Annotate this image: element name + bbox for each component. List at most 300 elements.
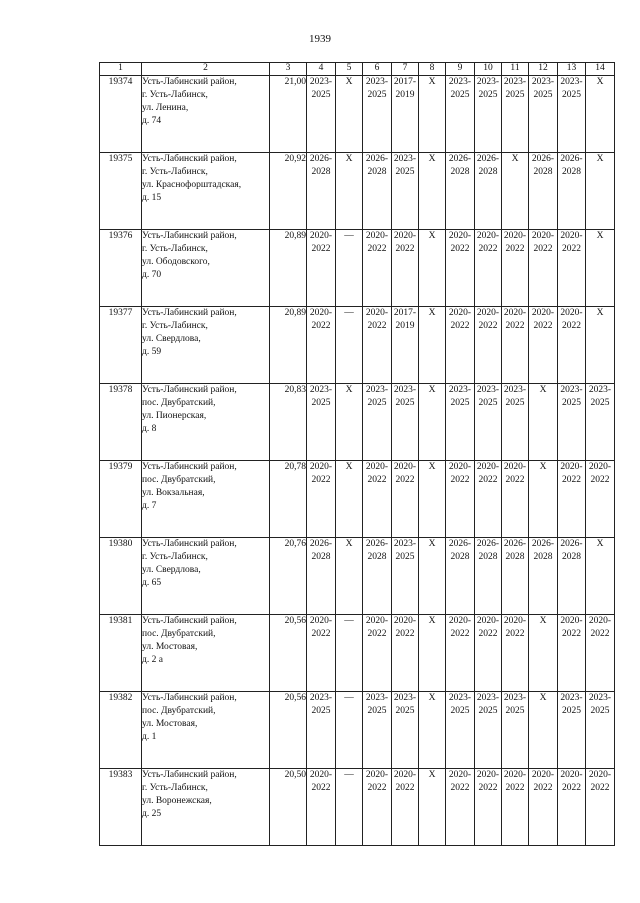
address-cell — [142, 76, 270, 153]
period-cell — [502, 230, 529, 307]
table-row — [100, 692, 615, 769]
period-line: 2028 — [311, 167, 331, 177]
mark-cell: X — [336, 153, 363, 230]
address-cell — [142, 615, 270, 692]
period-line: 2025 — [311, 706, 331, 716]
period-cell — [529, 769, 558, 846]
period-line: 2025 — [367, 90, 387, 100]
period-line: 2028 — [450, 552, 470, 562]
period-line: 2022 — [505, 321, 525, 331]
address-cell — [142, 692, 270, 769]
address-line: д. 59 — [142, 347, 162, 357]
period-line: 2020- — [393, 462, 417, 472]
address-line: д. 74 — [142, 116, 162, 126]
address-line: г. Усть-Лабинск, — [142, 167, 208, 177]
mark-cell: — — [336, 230, 363, 307]
period-line: 2020- — [560, 616, 583, 626]
period-line: 2022 — [450, 783, 470, 793]
page-number: 1939 — [309, 33, 331, 45]
row-number-cell: 19374 — [100, 76, 142, 153]
period-cell — [558, 769, 586, 846]
period-line: 2022 — [478, 629, 498, 639]
period-cell — [446, 692, 475, 769]
mark-cell: X — [529, 461, 558, 538]
period-line: 2020- — [503, 308, 527, 318]
period-cell — [307, 692, 336, 769]
period-cell — [392, 384, 419, 461]
table-row — [100, 76, 615, 153]
period-line: 2028 — [367, 167, 387, 177]
table-body — [100, 76, 615, 846]
address-cell — [142, 153, 270, 230]
address-cell — [142, 384, 270, 461]
period-cell — [529, 76, 558, 153]
period-cell — [586, 461, 615, 538]
period-cell — [529, 230, 558, 307]
period-line: 2022 — [533, 783, 553, 793]
address-line: Усть-Лабинский район, — [142, 770, 237, 780]
period-cell — [586, 384, 615, 461]
period-line: 2028 — [478, 552, 498, 562]
address-line: г. Усть-Лабинск, — [142, 552, 208, 562]
period-line: 2028 — [367, 552, 387, 562]
row-number-cell: 19375 — [100, 153, 142, 230]
address-line: пос. Двубратский, — [142, 475, 216, 485]
mark-cell: — — [336, 769, 363, 846]
period-line: 2020- — [448, 616, 472, 626]
mark-cell: X — [336, 76, 363, 153]
table-row — [100, 384, 615, 461]
row-number-cell: 19378 — [100, 384, 142, 461]
period-cell — [363, 153, 392, 230]
period-line: 2019 — [395, 321, 415, 331]
period-cell — [558, 538, 586, 615]
table-row — [100, 230, 615, 307]
period-cell — [558, 461, 586, 538]
period-cell — [586, 769, 615, 846]
period-line: 2022 — [395, 475, 415, 485]
period-cell — [502, 384, 529, 461]
period-cell — [446, 769, 475, 846]
period-line: 2022 — [311, 629, 331, 639]
period-line: 2022 — [395, 244, 415, 254]
period-line: 2020- — [560, 231, 583, 241]
period-line: 2023- — [309, 77, 333, 87]
period-cell — [446, 384, 475, 461]
col-header: 4 — [307, 63, 336, 76]
period-cell — [307, 769, 336, 846]
period-line: 2020- — [393, 231, 417, 241]
period-line: 2028 — [533, 167, 553, 177]
period-line: 2020- — [531, 770, 555, 780]
area-cell: 21,00 — [270, 76, 307, 153]
address-line: Усть-Лабинский район, — [142, 693, 237, 703]
period-line: 2026- — [531, 539, 555, 549]
area-cell: 20,89 — [270, 307, 307, 384]
period-line: 2026- — [476, 539, 500, 549]
period-line: 2023- — [588, 693, 612, 703]
period-line: 2025 — [478, 398, 498, 408]
col-header: 11 — [502, 63, 529, 76]
period-line: 2017- — [393, 308, 417, 318]
col-header: 9 — [446, 63, 475, 76]
period-line: 2020- — [448, 308, 472, 318]
period-line: 2022 — [562, 244, 581, 254]
period-cell — [392, 615, 419, 692]
row-number-cell: 19377 — [100, 307, 142, 384]
period-cell — [307, 76, 336, 153]
period-line: 2020- — [365, 616, 389, 626]
period-line: 2020- — [365, 308, 389, 318]
period-line: 2022 — [505, 783, 525, 793]
period-line: 2020- — [476, 462, 500, 472]
col-header: 7 — [392, 63, 419, 76]
period-line: 2022 — [562, 475, 581, 485]
period-line: 2023- — [309, 385, 333, 395]
period-line: 2023- — [503, 693, 527, 703]
period-line: 2028 — [505, 552, 525, 562]
period-line: 2028 — [478, 167, 498, 177]
address-line: г. Усть-Лабинск, — [142, 321, 208, 331]
period-line: 2022 — [505, 244, 525, 254]
address-line: д. 70 — [142, 270, 162, 280]
period-line: 2020- — [503, 616, 527, 626]
period-cell — [446, 153, 475, 230]
period-cell — [586, 615, 615, 692]
period-line: 2023- — [393, 539, 417, 549]
mark-cell: X — [419, 769, 446, 846]
period-cell — [558, 615, 586, 692]
mark-cell: X — [336, 461, 363, 538]
period-line: 2023- — [393, 385, 417, 395]
period-line: 2020- — [365, 770, 389, 780]
period-line: 2022 — [562, 321, 581, 331]
period-line: 2025 — [505, 90, 525, 100]
table-row — [100, 769, 615, 846]
period-line: 2020- — [309, 770, 333, 780]
row-number-cell: 19383 — [100, 769, 142, 846]
mark-cell: X — [586, 538, 615, 615]
period-line: 2022 — [367, 629, 387, 639]
period-line: 2025 — [562, 90, 581, 100]
mark-cell: X — [419, 307, 446, 384]
period-line: 2026- — [448, 539, 472, 549]
period-cell — [558, 307, 586, 384]
address-line: д. 15 — [142, 193, 162, 203]
address-cell — [142, 461, 270, 538]
mark-cell: X — [529, 692, 558, 769]
period-line: 2025 — [505, 706, 525, 716]
period-line: 2022 — [367, 783, 387, 793]
address-line: Усть-Лабинский район, — [142, 154, 237, 164]
period-line: 2028 — [450, 167, 470, 177]
col-header: 8 — [419, 63, 446, 76]
address-line: д. 65 — [142, 578, 162, 588]
period-cell — [307, 230, 336, 307]
period-line: 2020- — [309, 308, 333, 318]
period-line: 2020- — [560, 308, 583, 318]
period-line: 2023- — [448, 693, 472, 703]
period-line: 2020- — [476, 308, 500, 318]
period-line: 2025 — [311, 90, 331, 100]
area-cell: 20,89 — [270, 230, 307, 307]
period-line: 2023- — [365, 693, 389, 703]
period-cell — [502, 307, 529, 384]
period-line: 2023- — [448, 385, 472, 395]
period-cell — [475, 384, 502, 461]
period-line: 2023- — [365, 385, 389, 395]
period-line: 2022 — [450, 475, 470, 485]
mark-cell: X — [529, 384, 558, 461]
period-cell — [363, 230, 392, 307]
period-line: 2026- — [476, 154, 500, 164]
period-line: 2025 — [450, 398, 470, 408]
period-cell — [475, 461, 502, 538]
period-line: 2022 — [562, 783, 581, 793]
mark-cell: — — [336, 307, 363, 384]
period-cell — [558, 230, 586, 307]
period-cell — [307, 461, 336, 538]
period-line: 2020- — [309, 231, 333, 241]
period-line: 2023- — [503, 385, 527, 395]
address-line: пос. Двубратский, — [142, 629, 216, 639]
period-line: 2023- — [393, 154, 417, 164]
period-line: 2020- — [560, 462, 583, 472]
mark-cell: X — [419, 230, 446, 307]
period-line: 2025 — [395, 706, 415, 716]
period-line: 2026- — [448, 154, 472, 164]
period-line: 2023- — [448, 77, 472, 87]
period-line: 2022 — [450, 321, 470, 331]
period-line: 2020- — [365, 231, 389, 241]
period-line: 2022 — [450, 244, 470, 254]
period-line: 2020- — [309, 616, 333, 626]
period-cell — [475, 692, 502, 769]
address-cell — [142, 769, 270, 846]
col-header: 1 — [100, 63, 142, 76]
mark-cell: — — [336, 615, 363, 692]
address-line: г. Усть-Лабинск, — [142, 783, 208, 793]
table-row — [100, 153, 615, 230]
mark-cell: X — [419, 76, 446, 153]
address-line: ул. Ленина, — [142, 103, 189, 113]
period-line: 2020- — [588, 770, 612, 780]
address-line: Усть-Лабинский район, — [142, 539, 237, 549]
period-line: 2028 — [533, 552, 553, 562]
col-header: 13 — [558, 63, 586, 76]
period-line: 2023- — [560, 385, 583, 395]
period-line: 2026- — [531, 154, 555, 164]
period-cell — [502, 615, 529, 692]
period-line: 2025 — [367, 706, 387, 716]
period-cell — [392, 76, 419, 153]
area-cell: 20,56 — [270, 615, 307, 692]
period-line: 2020- — [531, 231, 555, 241]
address-line: Усть-Лабинский район, — [142, 385, 237, 395]
period-line: 2022 — [590, 475, 610, 485]
period-line: 2025 — [478, 90, 498, 100]
period-cell — [307, 538, 336, 615]
period-line: 2017- — [393, 77, 417, 87]
period-cell — [392, 307, 419, 384]
address-line: ул. Пионерская, — [142, 411, 207, 421]
mark-cell: X — [502, 153, 529, 230]
period-line: 2022 — [367, 321, 387, 331]
period-line: 2023- — [309, 693, 333, 703]
period-cell — [529, 153, 558, 230]
col-header: 6 — [363, 63, 392, 76]
period-cell — [363, 461, 392, 538]
period-line: 2026- — [309, 154, 333, 164]
table-row — [100, 615, 615, 692]
period-cell — [446, 230, 475, 307]
address-line: д. 2 а — [142, 655, 163, 665]
period-cell — [392, 153, 419, 230]
row-number-cell: 19382 — [100, 692, 142, 769]
period-line: 2022 — [311, 475, 331, 485]
mark-cell: X — [419, 461, 446, 538]
period-cell — [502, 538, 529, 615]
period-line: 2025 — [395, 552, 415, 562]
period-line: 2022 — [311, 321, 331, 331]
period-line: 2020- — [588, 462, 612, 472]
area-cell: 20,83 — [270, 384, 307, 461]
period-line: 2022 — [590, 783, 610, 793]
period-line: 2023- — [476, 77, 500, 87]
period-line: 2022 — [505, 475, 525, 485]
table-row — [100, 538, 615, 615]
period-cell — [586, 692, 615, 769]
period-cell — [475, 153, 502, 230]
period-line: 2020- — [588, 616, 612, 626]
period-cell — [363, 615, 392, 692]
row-number-cell: 19376 — [100, 230, 142, 307]
period-line: 2022 — [590, 629, 610, 639]
row-number-cell: 19381 — [100, 615, 142, 692]
period-line: 2025 — [590, 706, 610, 716]
period-line: 2020- — [448, 770, 472, 780]
period-line: 2020- — [393, 616, 417, 626]
period-cell — [446, 461, 475, 538]
address-line: ул. Краснофорштадская, — [142, 180, 242, 190]
address-line: пос. Двубратский, — [142, 706, 216, 716]
period-cell — [502, 769, 529, 846]
mark-cell: X — [586, 307, 615, 384]
period-cell — [475, 230, 502, 307]
period-cell — [558, 76, 586, 153]
period-line: 2022 — [505, 629, 525, 639]
period-line: 2022 — [367, 244, 387, 254]
period-line: 2022 — [533, 321, 553, 331]
period-cell — [363, 538, 392, 615]
mark-cell: X — [586, 76, 615, 153]
period-line: 2023- — [560, 77, 583, 87]
address-cell — [142, 230, 270, 307]
address-cell — [142, 538, 270, 615]
mark-cell: X — [419, 538, 446, 615]
area-cell: 20,92 — [270, 153, 307, 230]
address-line: Усть-Лабинский район, — [142, 77, 237, 87]
period-cell — [363, 692, 392, 769]
address-line: г. Усть-Лабинск, — [142, 90, 208, 100]
period-line: 2026- — [309, 539, 333, 549]
period-cell — [307, 307, 336, 384]
period-cell — [558, 692, 586, 769]
period-cell — [502, 692, 529, 769]
period-line: 2020- — [476, 770, 500, 780]
area-cell: 20,50 — [270, 769, 307, 846]
period-line: 2023- — [588, 385, 612, 395]
period-line: 2026- — [365, 154, 389, 164]
table-row — [100, 461, 615, 538]
period-line: 2023- — [560, 693, 583, 703]
mark-cell: X — [586, 230, 615, 307]
period-line: 2020- — [503, 462, 527, 472]
period-cell — [502, 76, 529, 153]
mark-cell: X — [336, 538, 363, 615]
period-line: 2025 — [450, 706, 470, 716]
period-line: 2025 — [478, 706, 498, 716]
period-line: 2020- — [448, 231, 472, 241]
period-cell — [392, 769, 419, 846]
period-line: 2023- — [476, 385, 500, 395]
col-header: 5 — [336, 63, 363, 76]
period-line: 2022 — [478, 783, 498, 793]
period-line: 2020- — [476, 231, 500, 241]
period-cell — [475, 538, 502, 615]
period-cell — [558, 153, 586, 230]
period-cell — [529, 307, 558, 384]
address-line: д. 8 — [142, 424, 157, 434]
address-line: ул. Свердлова, — [142, 565, 201, 575]
period-cell — [502, 461, 529, 538]
period-line: 2026- — [365, 539, 389, 549]
period-line: 2022 — [311, 783, 331, 793]
period-line: 2020- — [365, 462, 389, 472]
period-line: 2025 — [395, 398, 415, 408]
period-line: 2026- — [503, 539, 527, 549]
period-line: 2022 — [478, 475, 498, 485]
period-line: 2023- — [476, 693, 500, 703]
period-cell — [307, 384, 336, 461]
table-row — [100, 307, 615, 384]
col-header: 10 — [475, 63, 502, 76]
col-header: 12 — [529, 63, 558, 76]
period-line: 2025 — [533, 90, 553, 100]
mark-cell: X — [586, 153, 615, 230]
period-cell — [307, 153, 336, 230]
period-cell — [307, 615, 336, 692]
period-line: 2023- — [393, 693, 417, 703]
period-line: 2020- — [393, 770, 417, 780]
address-line: ул. Ободовского, — [142, 257, 210, 267]
period-cell — [446, 538, 475, 615]
mark-cell: X — [336, 384, 363, 461]
period-line: 2022 — [478, 321, 498, 331]
address-line: Усть-Лабинский район, — [142, 462, 237, 472]
period-line: 2020- — [448, 462, 472, 472]
period-line: 2019 — [395, 90, 415, 100]
period-line: 2022 — [367, 475, 387, 485]
period-line: 2020- — [503, 770, 527, 780]
period-line: 2022 — [450, 629, 470, 639]
address-line: Усть-Лабинский район, — [142, 616, 237, 626]
mark-cell: X — [419, 615, 446, 692]
mark-cell: X — [419, 384, 446, 461]
address-line: ул. Воронежская, — [142, 796, 212, 806]
address-line: пос. Двубратский, — [142, 398, 216, 408]
col-header: 14 — [586, 63, 615, 76]
